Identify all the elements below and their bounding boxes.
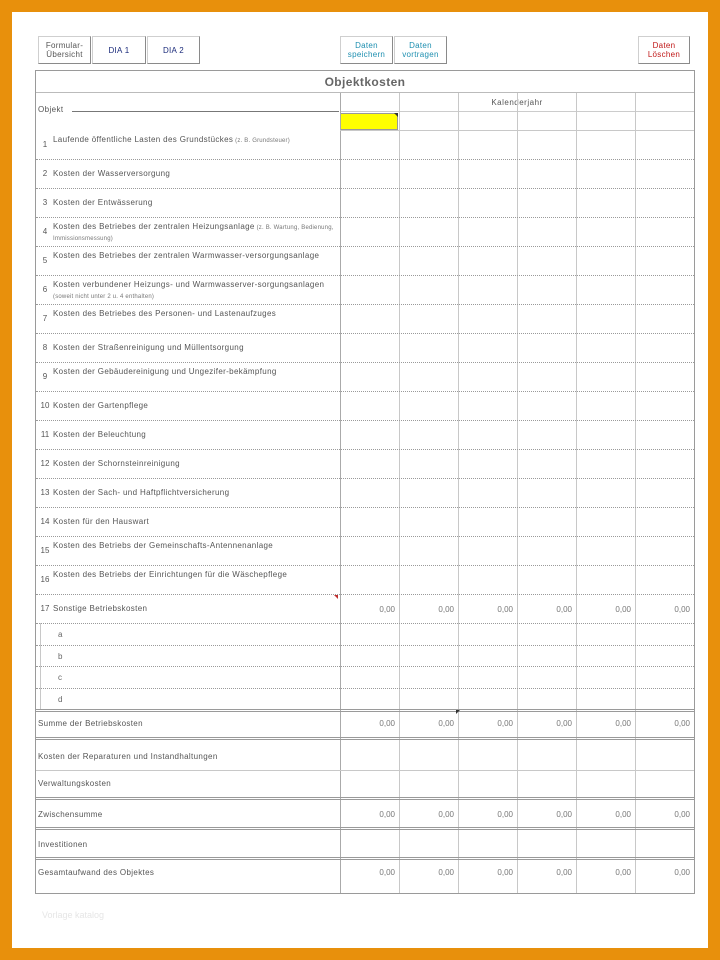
row-label [53,367,337,377]
value-cell[interactable] [400,189,457,216]
row-number: 3 [42,198,48,207]
value-cell[interactable] [400,276,457,303]
value-cell[interactable] [400,479,457,506]
value-cell[interactable] [636,537,693,564]
row17-value: 0,00 [438,605,454,614]
row-label-text: Kosten des Betriebs der Einrichtungen für die Wäschepflege [53,570,288,579]
row-number: 10 [40,401,50,410]
value-cell[interactable] [459,305,516,332]
value-cell[interactable] [459,363,516,390]
dia1-button[interactable]: DIA 1 [92,36,146,64]
kalenderjahr-header: Kalenderjahr [340,93,694,112]
row-label [53,309,337,319]
value-cell[interactable] [459,392,516,419]
row-number: 7 [42,314,48,323]
value-cell[interactable] [636,363,693,390]
value-cell[interactable] [459,667,516,687]
value-cell[interactable] [459,771,516,796]
subrow-label: a [58,630,63,639]
value-cell[interactable] [341,537,398,564]
value-cell[interactable] [400,450,457,477]
value-cell[interactable] [577,276,634,303]
value-cell[interactable] [636,247,693,274]
row-label-text: Kosten des Betriebes der zentralen Warmwasser-versorgungsanlage [53,251,320,260]
value-cell[interactable] [518,834,575,856]
value-cell[interactable] [636,160,693,187]
column-divider [399,113,400,131]
row-label-note: (z. B. Wartung, Bedienung, Immissionsmessung) [53,225,334,242]
value-cell[interactable] [459,131,516,158]
value-cell[interactable] [341,189,398,216]
value-cell[interactable] [577,689,634,709]
row-label [53,222,337,244]
reparaturen-label: Kosten der Reparaturen und Instandhaltungen [38,751,218,761]
row-divider [36,857,694,860]
summe-value: 0,00 [674,718,690,728]
row-number: 5 [42,256,48,265]
value-cell[interactable] [341,450,398,477]
value-cell[interactable] [577,392,634,419]
row-number: 6 [42,285,48,294]
row-label [53,570,337,580]
value-cell[interactable] [518,276,575,303]
investitionen-label: Investitionen [38,840,88,849]
row-label-text: Kosten des Betriebes des Personen- und Lastenaufzuges [53,309,277,318]
value-cell[interactable] [577,479,634,506]
value-cell[interactable] [459,646,516,666]
row-label [53,198,337,208]
value-cell[interactable] [636,689,693,709]
value-cell[interactable] [636,421,693,448]
value-cell[interactable] [400,334,457,361]
zwischensumme-value: 0,00 [438,809,454,819]
row-divider [36,827,694,830]
row-number: 8 [42,343,48,352]
value-cell[interactable] [400,667,457,687]
value-cell[interactable] [518,421,575,448]
value-cell[interactable] [636,334,693,361]
value-cell[interactable] [341,624,398,644]
gesamtaufwand-value: 0,00 [615,868,631,877]
row-label-text: Kosten der Beleuchtung [53,430,147,439]
value-cell[interactable] [400,305,457,332]
value-cell[interactable] [518,392,575,419]
value-cell[interactable] [577,624,634,644]
value-cell[interactable] [518,508,575,535]
row17-value: 0,00 [674,605,690,614]
daten-loeschen-button[interactable]: Daten Löschen [638,36,690,64]
row-label [53,459,337,469]
objekt-input-line[interactable] [72,111,339,112]
value-cell[interactable] [518,624,575,644]
summe-value: 0,00 [438,718,454,728]
value-cell[interactable] [459,744,516,769]
value-cell[interactable] [577,305,634,332]
row-label [53,343,337,353]
value-cell[interactable] [518,218,575,245]
row-label-text: Kosten für den Hauswart [53,517,150,526]
value-cell[interactable] [577,646,634,666]
value-cell[interactable] [636,131,693,158]
row-label [53,251,337,261]
daten-speichern-button[interactable]: Daten speichern [340,36,393,64]
zwischensumme-value: 0,00 [497,809,513,819]
value-cell[interactable] [341,421,398,448]
value-cell[interactable] [577,537,634,564]
value-cell[interactable] [341,131,398,158]
value-cell[interactable] [341,566,398,593]
row-label-note: (z. B. Grundsteuer) [233,138,290,144]
zwischensumme-value: 0,00 [615,809,631,819]
zwischensumme-value: 0,00 [379,809,395,819]
row-divider [36,797,694,800]
value-cell[interactable] [400,744,457,769]
value-cell[interactable] [341,508,398,535]
value-cell[interactable] [341,392,398,419]
value-cell[interactable] [341,479,398,506]
value-cell[interactable] [341,305,398,332]
value-cell[interactable] [636,305,693,332]
value-cell[interactable] [636,834,693,856]
value-cell[interactable] [400,392,457,419]
gesamtaufwand-value: 0,00 [674,868,690,877]
value-cell[interactable] [518,160,575,187]
zwischensumme-label: Zwischensumme [38,809,103,819]
value-cell[interactable] [341,276,398,303]
row-number: 15 [40,546,50,555]
value-cell[interactable] [577,334,634,361]
value-cell[interactable] [341,689,398,709]
summe-value: 0,00 [615,718,631,728]
value-cell[interactable] [459,508,516,535]
value-cell[interactable] [577,189,634,216]
row17-value: 0,00 [497,605,513,614]
gesamtaufwand-value: 0,00 [379,868,395,877]
value-cell[interactable] [636,218,693,245]
value-cell[interactable] [518,334,575,361]
value-cell[interactable] [400,421,457,448]
row17-value: 0,00 [615,605,631,614]
value-cell[interactable] [636,771,693,796]
value-cell[interactable] [518,771,575,796]
objekt-label: Objekt [38,105,64,114]
value-cell[interactable] [459,276,516,303]
row-divider [36,737,694,740]
form-title: Objektkosten [36,71,694,93]
value-cell[interactable] [341,160,398,187]
row-number: 13 [40,488,50,497]
row-number: 2 [42,169,48,178]
value-cell[interactable] [459,450,516,477]
row-label [53,604,337,614]
row-label-text: Sonstige Betriebskosten [53,604,148,613]
value-cell[interactable] [577,363,634,390]
row-number: 14 [40,517,50,526]
formular-uebersicht-button[interactable]: Formular- Übersicht [38,36,91,64]
value-cell[interactable] [636,276,693,303]
value-cell[interactable] [400,646,457,666]
value-cell[interactable] [341,334,398,361]
value-cell[interactable] [518,646,575,666]
row-label [53,517,337,527]
comment-marker [334,595,338,599]
value-cell[interactable] [400,566,457,593]
value-cell[interactable] [577,421,634,448]
subrow-label: d [58,694,63,704]
row-number: 16 [40,575,50,584]
row-number: 1 [42,140,48,149]
value-cell[interactable] [518,305,575,332]
value-cell[interactable] [400,834,457,856]
daten-vortragen-button[interactable]: Daten vortragen [394,36,447,64]
value-cell[interactable] [577,744,634,769]
summe-value: 0,00 [379,718,395,728]
subrow-indent-line [40,623,41,709]
value-cell[interactable] [341,247,398,274]
row-label [53,135,337,146]
value-cell[interactable] [400,537,457,564]
value-cell[interactable] [400,771,457,796]
row-label-text: Laufende öffentliche Lasten des Grundstückes [53,135,234,144]
value-cell[interactable] [341,744,398,769]
value-cell[interactable] [341,646,398,666]
value-cell[interactable] [518,689,575,709]
row-divider [36,709,694,712]
value-cell[interactable] [577,667,634,687]
value-cell[interactable] [341,834,398,856]
value-cell[interactable] [341,363,398,390]
row17-value: 0,00 [379,605,395,614]
value-cell[interactable] [459,334,516,361]
value-cell[interactable] [518,479,575,506]
objektkosten-form [35,70,695,894]
value-cell[interactable] [400,247,457,274]
row-label-note: (soweit nicht unter 2 u. 4 enthalten) [53,294,155,300]
row-label-text: Kosten der Entwässerung [53,198,153,207]
row-label [53,280,337,302]
value-cell[interactable] [341,667,398,687]
value-cell[interactable] [459,421,516,448]
value-cell[interactable] [400,689,457,709]
value-cell[interactable] [636,189,693,216]
value-cell[interactable] [459,834,516,856]
year-input-active[interactable] [340,113,398,130]
row-label-text: Kosten der Schornsteinreinigung [53,459,180,468]
value-cell[interactable] [518,450,575,477]
value-cell[interactable] [459,218,516,245]
row-number: 11 [40,430,50,439]
value-cell[interactable] [577,771,634,796]
subrow-label: b [58,651,63,661]
value-cell[interactable] [459,160,516,187]
value-cell[interactable] [577,834,634,856]
value-cell[interactable] [577,566,634,593]
gesamtaufwand-value: 0,00 [438,868,454,877]
value-cell[interactable] [636,744,693,769]
zwischensumme-value: 0,00 [674,809,690,819]
dia2-button[interactable]: DIA 2 [147,36,200,64]
value-cell[interactable] [577,450,634,477]
row-label-text: Kosten des Betriebs der Gemeinschafts-Antennenanlage [53,541,274,550]
value-cell[interactable] [577,247,634,274]
value-cell[interactable] [636,667,693,687]
value-cell[interactable] [577,160,634,187]
row-label-text: Kosten des Betriebes der zentralen Heizungsanlage [53,222,255,231]
row-label [53,430,337,440]
value-cell[interactable] [577,131,634,158]
row17-value: 0,00 [556,605,572,614]
gesamtaufwand-value: 0,00 [556,868,572,877]
value-cell[interactable] [459,189,516,216]
value-cell[interactable] [636,479,693,506]
footer-watermark: Vorlage katalog [42,910,105,920]
form-sheet [12,12,708,948]
subrow-label: c [58,673,62,682]
row-label [53,401,337,411]
value-cell[interactable] [341,771,398,796]
row-label-text: Kosten der Sach- und Haftpflichtversicherung [53,488,230,497]
row-label-text: Kosten verbundener Heizungs- und Warmwasserver-sorgungsanlagen [53,280,325,289]
value-cell[interactable] [400,363,457,390]
row-number: 12 [40,459,50,468]
value-cell[interactable] [577,508,634,535]
value-cell[interactable] [518,189,575,216]
value-cell[interactable] [577,218,634,245]
value-cell[interactable] [400,131,457,158]
value-cell[interactable] [400,160,457,187]
row-label-text: Kosten der Gartenpflege [53,401,149,410]
row-label-text: Kosten der Wasserversorgung [53,169,171,178]
value-cell[interactable] [400,218,457,245]
comment-marker [394,113,398,117]
value-cell[interactable] [518,131,575,158]
value-cell[interactable] [518,744,575,769]
value-cell[interactable] [518,667,575,687]
gesamtaufwand-label: Gesamtaufwand des Objektes [38,868,155,877]
row-label [53,169,337,179]
value-cell[interactable] [636,392,693,419]
value-cell[interactable] [518,566,575,593]
zwischensumme-value: 0,00 [556,809,572,819]
value-cell[interactable] [636,450,693,477]
row-number: 9 [42,372,48,381]
summe-label: Summe der Betriebskosten [38,718,143,728]
summe-value: 0,00 [556,718,572,728]
value-cell[interactable] [636,508,693,535]
value-cell[interactable] [459,479,516,506]
row-label [53,541,337,551]
value-cell[interactable] [636,624,693,644]
gesamtaufwand-value: 0,00 [497,868,513,877]
value-cell[interactable] [518,363,575,390]
value-cell[interactable] [400,624,457,644]
value-cell[interactable] [400,508,457,535]
value-cell[interactable] [341,218,398,245]
value-cell[interactable] [459,689,516,709]
summe-value: 0,00 [497,718,513,728]
verwaltung-label: Verwaltungskosten [38,778,112,788]
value-cell[interactable] [459,247,516,274]
row-label-text: Kosten der Straßenreinigung und Müllentsorgung [53,343,244,352]
value-cell[interactable] [459,537,516,564]
value-cell[interactable] [636,646,693,666]
row-label [53,488,337,498]
value-cell[interactable] [459,566,516,593]
value-cell[interactable] [518,537,575,564]
comment-marker [456,710,460,714]
row-label-text: Kosten der Gebäudereinigung und Ungezifer-bekämpfung [53,367,277,376]
value-cell[interactable] [518,247,575,274]
row-number: 17 [40,604,50,613]
row-number: 4 [42,227,48,236]
value-cell[interactable] [636,566,693,593]
value-cell[interactable] [459,624,516,644]
